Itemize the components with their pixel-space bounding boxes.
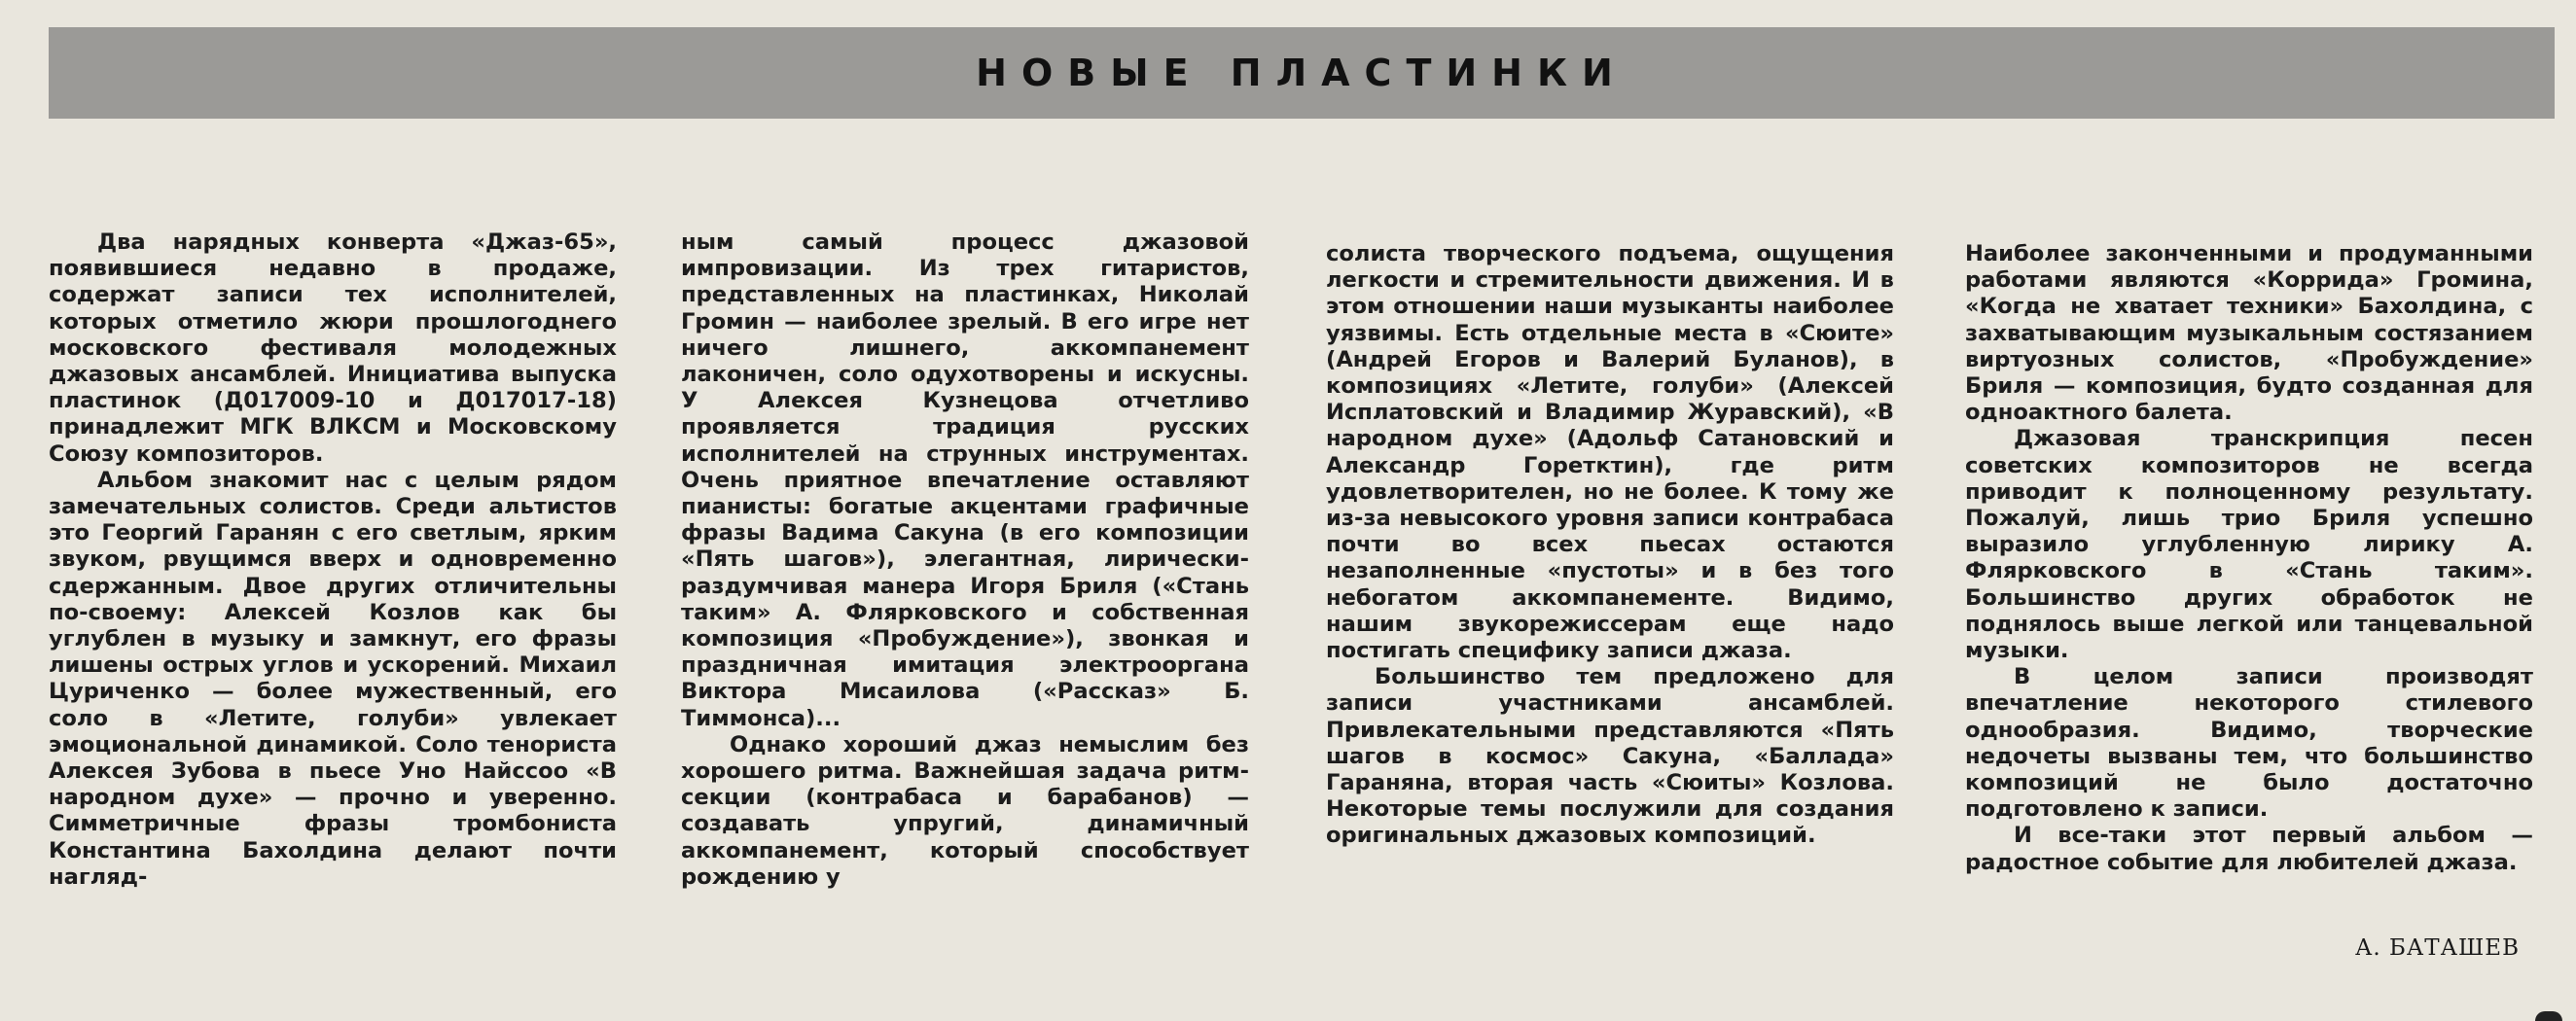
paragraph: Альбом знакомит нас с целым рядом замечательных солистов. Среди альтистов это Георгий Гаранян с его светлым, ярким звуком, рвущимся вверх и одновременно сдержанным. Двое других отличительны по-своему: Алексей Козлов как бы углублен в музыку и замкнут, его фразы лишены острых углов и ускорений. Михаил Цуриченко — более мужественный, его соло в «Летите, голуби» увлекает эмоциональной динамикой. Соло тенориста Алексея Зубова в пьесе Уно Найссоо «В народном духе» — прочно и уверенно. Симметричные фразы тромбониста Константина Бахолдина делают почти нагляд- <box>49 467 617 890</box>
paragraph: Большинство тем предложено для записи участниками ансамблей. Привлекательными представляются «Пять шагов в космос» Сакуна, «Баллада» Гараняна, вторая часть «Сюиты» Козлова. Некоторые темы послужили для создания оригинальных джазовых композиций. <box>1326 664 1894 849</box>
section-banner <box>49 27 2555 119</box>
author-signature: А. БАТАШЕВ <box>2354 935 2520 961</box>
paragraph: В целом записи производят впечатление некоторого стилевого однообразия. Видимо, творческие недочеты вызваны тем, что большинство композиций не было достаточно подготовлено к записи. <box>1965 664 2533 823</box>
paragraph: И все-таки этот первый альбом — радостное событие для любителей джаза. <box>1965 823 2533 875</box>
paragraph: Джазовая транскрипция песен советских композиторов не всегда приводит к полноценному результату. Пожалуй, лишь трио Бриля успешно выразило углубленную лирику А. Флярковского в «Стань таким». Большинство других обработок не поднялось выше легкой или танцевальной музыки. <box>1965 426 2533 664</box>
section-title: НОВЫЕ ПЛАСТИНКИ <box>976 52 1628 94</box>
article-column-3 <box>1326 241 1894 850</box>
paragraph: Наиболее законченными и продуманными работами являются «Коррида» Громина, «Когда не хватает техники» Бахолдина, с захватывающим музыкальным состязанием виртуозных солистов, «Пробуждение» Бриля — композиция, будто созданная для одноактного балета. <box>1965 241 2533 426</box>
article-column-1 <box>49 229 617 891</box>
paragraph: ным самый процесс джазовой импровизации. Из трех гитаристов, представленных на пластинках, Николай Громин — наиболее зрелый. В его игре нет ничего лишнего, аккомпанемент лаконичен, соло одухотворены и искусны. У Алексея Кузнецова отчетливо проявляется традиция русских исполнителей на струнных инструментах. Очень приятное впечатление оставляют пианисты: богатые акцентами графичные фразы Вадима Сакуна (в его композиции «Пять шагов»), элегантная, лирически-раздумчивая манера Игоря Бриля («Стань таким» А. Флярковского и собственная композиция «Пробуждение»), звонкая и праздничная имитация электрооргана Виктора Мисаилова («Рассказ» Б. Тиммонса)... <box>681 229 1249 731</box>
paragraph: Однако хороший джаз немыслим без хорошего ритма. Важнейшая задача ритм-секции (контрабаса и барабанов) — создавать упругий, динамичный аккомпанемент, который способствует рождению у <box>681 731 1249 890</box>
article-column-2 <box>681 229 1249 891</box>
paragraph: Два нарядных конверта «Джаз-65», появившиеся недавно в продаже, содержат записи тех исполнителей, которых отметило жюри прошлогоднего московского фестиваля молодежных джазовых ансамблей. Инициатива выпуска пластинок (Д017009-10 и Д017017-18) принадлежит МГК ВЛКСМ и Московскому Союзу композиторов. <box>49 229 617 467</box>
paragraph: солиста творческого подъема, ощущения легкости и стремительности движения. И в этом отношении наши музыканты наиболее уязвимы. Есть отдельные места в «Сюите» (Андрей Егоров и Валерий Буланов), в композициях «Летите, голуби» (Алексей Исплатовский и Владимир Журавский), «В народном духе» (Адольф Сатановский и Александр Горетктин), где ритм удовлетворителен, но не более. К тому же из-за невысокого уровня записи контрабаса почти во всех пьесах остаются незаполненные «пустоты» и в без того небогатом аккомпанементе. Видимо, нашим звукорежиссерам еще надо постигать специфику записи джаза. <box>1326 241 1894 664</box>
article-column-4 <box>1965 241 2533 876</box>
page-number-fragment <box>2535 1011 2562 1021</box>
